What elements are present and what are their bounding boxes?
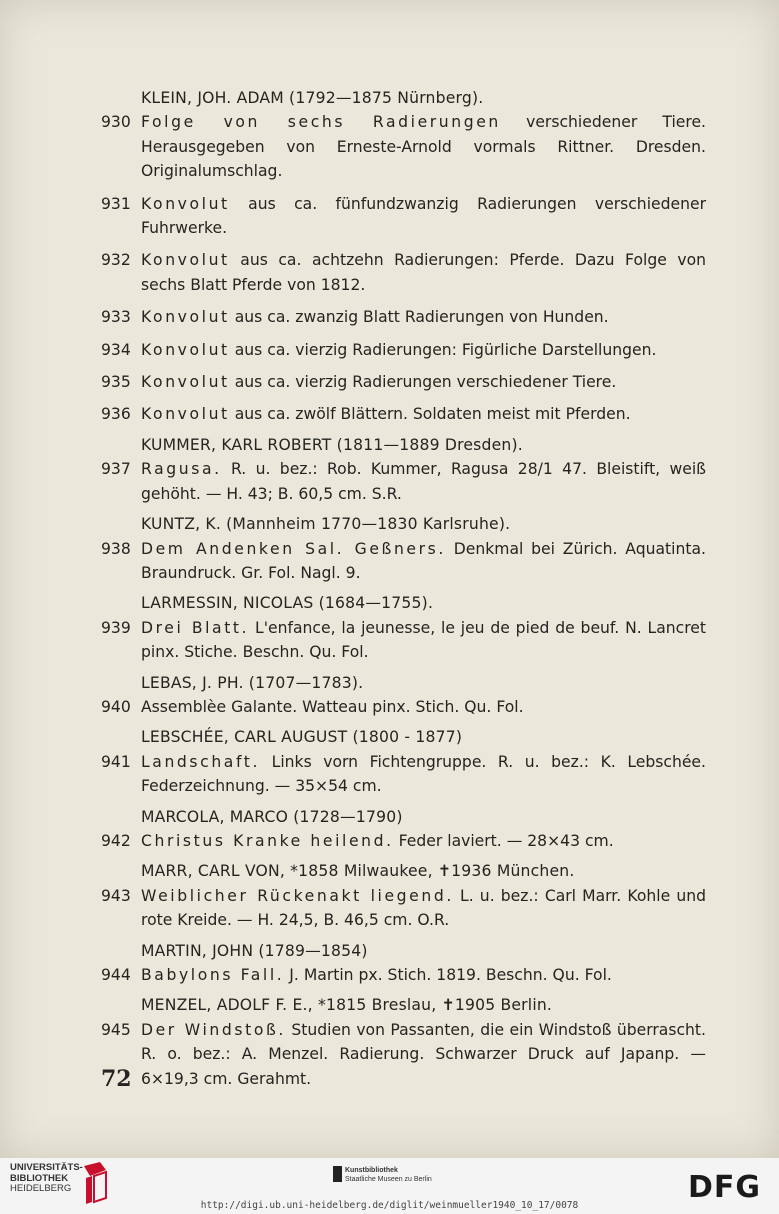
- catalog-entry: [101, 884, 706, 933]
- lot-title: Christus Kranke heilend.: [141, 831, 394, 850]
- catalog-entry: [101, 370, 706, 394]
- lot-number: 937: [101, 460, 131, 479]
- lot-number: 933: [101, 308, 131, 327]
- lot-description: [141, 402, 706, 426]
- lot-title: Dem Andenken Sal. Geßners.: [141, 539, 446, 558]
- artist-heading: MENZEL, ADOLF F. E., *1815 Breslau, ✝1905 Berlin.: [141, 996, 553, 1015]
- catalog-entry: [101, 750, 706, 799]
- lot-text: Studien von Passanten, die ein Windstoß überrascht. R. o. bez.: A. Menzel. Radierung. Schwarzer Druck auf Japanp. — 6×19,3 cm. Gerahmt.: [141, 1020, 706, 1088]
- lot-number: 944: [101, 966, 131, 984]
- kunstbibliothek-icon: [333, 1166, 342, 1182]
- source-url[interactable]: http://digi.ub.uni-heidelberg.de/diglit/weinmueller1940_10_17/0078: [200, 1200, 579, 1211]
- lot-title: Babylons Fall.: [141, 966, 285, 984]
- artist-heading: KUMMER, KARL ROBERT (1811—1889 Dresden).: [141, 435, 523, 454]
- lot-number: 936: [101, 405, 131, 424]
- library-line1: UNIVERSITÄTS-: [10, 1162, 83, 1173]
- lot-number: 945: [101, 1020, 131, 1039]
- library-logo[interactable]: [10, 1162, 83, 1195]
- lot-description: [141, 750, 706, 799]
- artist-heading: KLEIN, JOH. ADAM (1792—1875 Nürnberg).: [141, 89, 484, 107]
- lot-text: R. u. bez.: Rob. Kummer, Ragusa 28/1 47. Bleistift, weiß gehöht. — H. 43; B. 60,5 cm. S.R.: [141, 460, 706, 503]
- artist-heading: MARCOLA, MARCO (1728—1790): [141, 807, 403, 826]
- catalog-entry: [101, 963, 706, 987]
- artist-heading: KUNTZ, K. (Mannheim 1770—1830 Karlsruhe).: [141, 515, 511, 534]
- library-line3: HEIDELBERG: [10, 1183, 72, 1194]
- lot-title: Der Windstoß.: [141, 1020, 286, 1039]
- lot-text: aus ca. vierzig Radierungen verschiedener Tiere.: [229, 373, 617, 392]
- lot-title: Drei Blatt.: [141, 618, 250, 637]
- lot-description: [141, 248, 706, 297]
- lot-number: 941: [101, 752, 131, 771]
- library-line2: BIBLIOTHEK: [10, 1172, 69, 1184]
- dfg-logo[interactable]: DFG: [688, 1170, 762, 1205]
- catalog-entry: [101, 1018, 706, 1091]
- lot-title: Konvolut: [141, 308, 230, 327]
- lot-text: Denkmal bei Zürich. Aquatinta. Braundruck. Gr. Fol. Nagl. 9.: [141, 539, 706, 582]
- lot-title: Konvolut: [141, 251, 230, 270]
- lot-description: [141, 110, 706, 183]
- lot-text: aus ca. fünfundzwanzig Radierungen verschiedener Fuhrwerke.: [141, 194, 706, 238]
- lot-description: [141, 305, 706, 329]
- catalog-entry: [101, 338, 706, 362]
- catalog-entry: [101, 537, 706, 586]
- catalog-entry: [101, 305, 706, 329]
- lot-description: [141, 963, 706, 987]
- lot-number: 931: [101, 194, 131, 213]
- lot-description: [141, 616, 706, 665]
- catalog-entry: [101, 192, 706, 241]
- catalog-entry: [101, 248, 706, 297]
- lot-number: 935: [101, 373, 131, 392]
- catalog-entry: [101, 616, 706, 665]
- lot-description: [141, 1018, 706, 1091]
- kunstbibliothek-logo[interactable]: [345, 1166, 432, 1184]
- lot-text: Assemblèe Galante. Watteau pinx. Stich. Qu. Fol.: [141, 697, 524, 716]
- kb-name: Kunstbibliothek: [345, 1167, 398, 1174]
- catalog-entry: [101, 829, 706, 853]
- lot-number: 940: [101, 697, 131, 716]
- lot-text: J. Martin px. Stich. 1819. Beschn. Qu. Fol.: [284, 966, 612, 984]
- lot-number: 930: [101, 113, 131, 132]
- artist-heading: MARTIN, JOHN (1789—1854): [141, 941, 368, 960]
- lot-text: aus ca. zwölf Blättern. Soldaten meist mit Pferden.: [229, 405, 631, 424]
- artist-heading: LARMESSIN, NICOLAS (1684—1755).: [141, 594, 434, 613]
- catalog-entry: [101, 457, 706, 506]
- lot-title: Konvolut: [141, 373, 230, 392]
- lot-title: Landschaft.: [141, 752, 261, 771]
- lot-description: [141, 695, 706, 719]
- lot-text: L'enfance, la jeunesse, le jeu de pied de beuf. N. Lancret pinx. Stiche. Beschn. Qu. Fol.: [141, 618, 706, 662]
- kb-sub: Staatliche Museen zu Berlin: [345, 1176, 432, 1183]
- catalog-entry: [101, 110, 706, 183]
- catalog-text: [101, 86, 706, 1091]
- artist-heading: MARR, CARL VON, *1858 Milwaukee, ✝1936 München.: [141, 862, 575, 881]
- lot-title: Folge von sechs Radierungen: [141, 113, 501, 132]
- lot-number: 942: [101, 831, 131, 850]
- artist-heading: LEBAS, J. PH. (1707—1783).: [141, 673, 364, 692]
- lot-description: [141, 829, 706, 853]
- lot-description: [141, 457, 706, 506]
- lot-number: 938: [101, 539, 131, 558]
- lot-description: [141, 338, 706, 362]
- lot-description: [141, 884, 706, 933]
- lot-text: L. u. bez.: Carl Marr. Kohle und rote Kreide. — H. 24,5, B. 46,5 cm. O.R.: [141, 886, 706, 930]
- lot-description: [141, 370, 706, 394]
- lot-number: 934: [101, 340, 131, 359]
- lot-title: Konvolut: [141, 340, 230, 359]
- lot-number: 939: [101, 618, 131, 637]
- lot-text: Feder laviert. — 28×43 cm.: [393, 831, 614, 850]
- lot-text: Links vorn Fichtengruppe. R. u. bez.: K. Lebschée. Federzeichnung. — 35×54 cm.: [141, 752, 706, 796]
- lot-text: aus ca. achtzehn Radierungen: Pferde. Dazu Folge von sechs Blatt Pferde von 1812.: [141, 251, 706, 294]
- catalog-entry: [101, 402, 706, 426]
- lot-text: verschiedener Tiere. Herausgegeben von Erneste-Arnold vormals Rittner. Dresden. Originalumschlag.: [141, 113, 707, 181]
- lot-title: Konvolut: [141, 405, 230, 424]
- lot-title: Weiblicher Rückenakt liegend.: [141, 886, 454, 905]
- lot-description: [141, 192, 706, 241]
- lot-text: aus ca. zwanzig Blatt Radierungen von Hunden.: [229, 308, 609, 327]
- lot-title: Ragusa.: [141, 460, 222, 479]
- lot-description: [141, 537, 706, 586]
- artist-heading: LEBSCHÉE, CARL AUGUST (1800 - 1877): [141, 728, 463, 747]
- page-number: 72: [101, 1066, 132, 1092]
- lot-number: 943: [101, 886, 131, 905]
- lot-title: Konvolut: [141, 194, 230, 213]
- catalog-entry: [101, 695, 706, 719]
- lot-text: aus ca. vierzig Radierungen: Figürliche Darstellungen.: [229, 340, 657, 359]
- lot-number: 932: [101, 251, 131, 270]
